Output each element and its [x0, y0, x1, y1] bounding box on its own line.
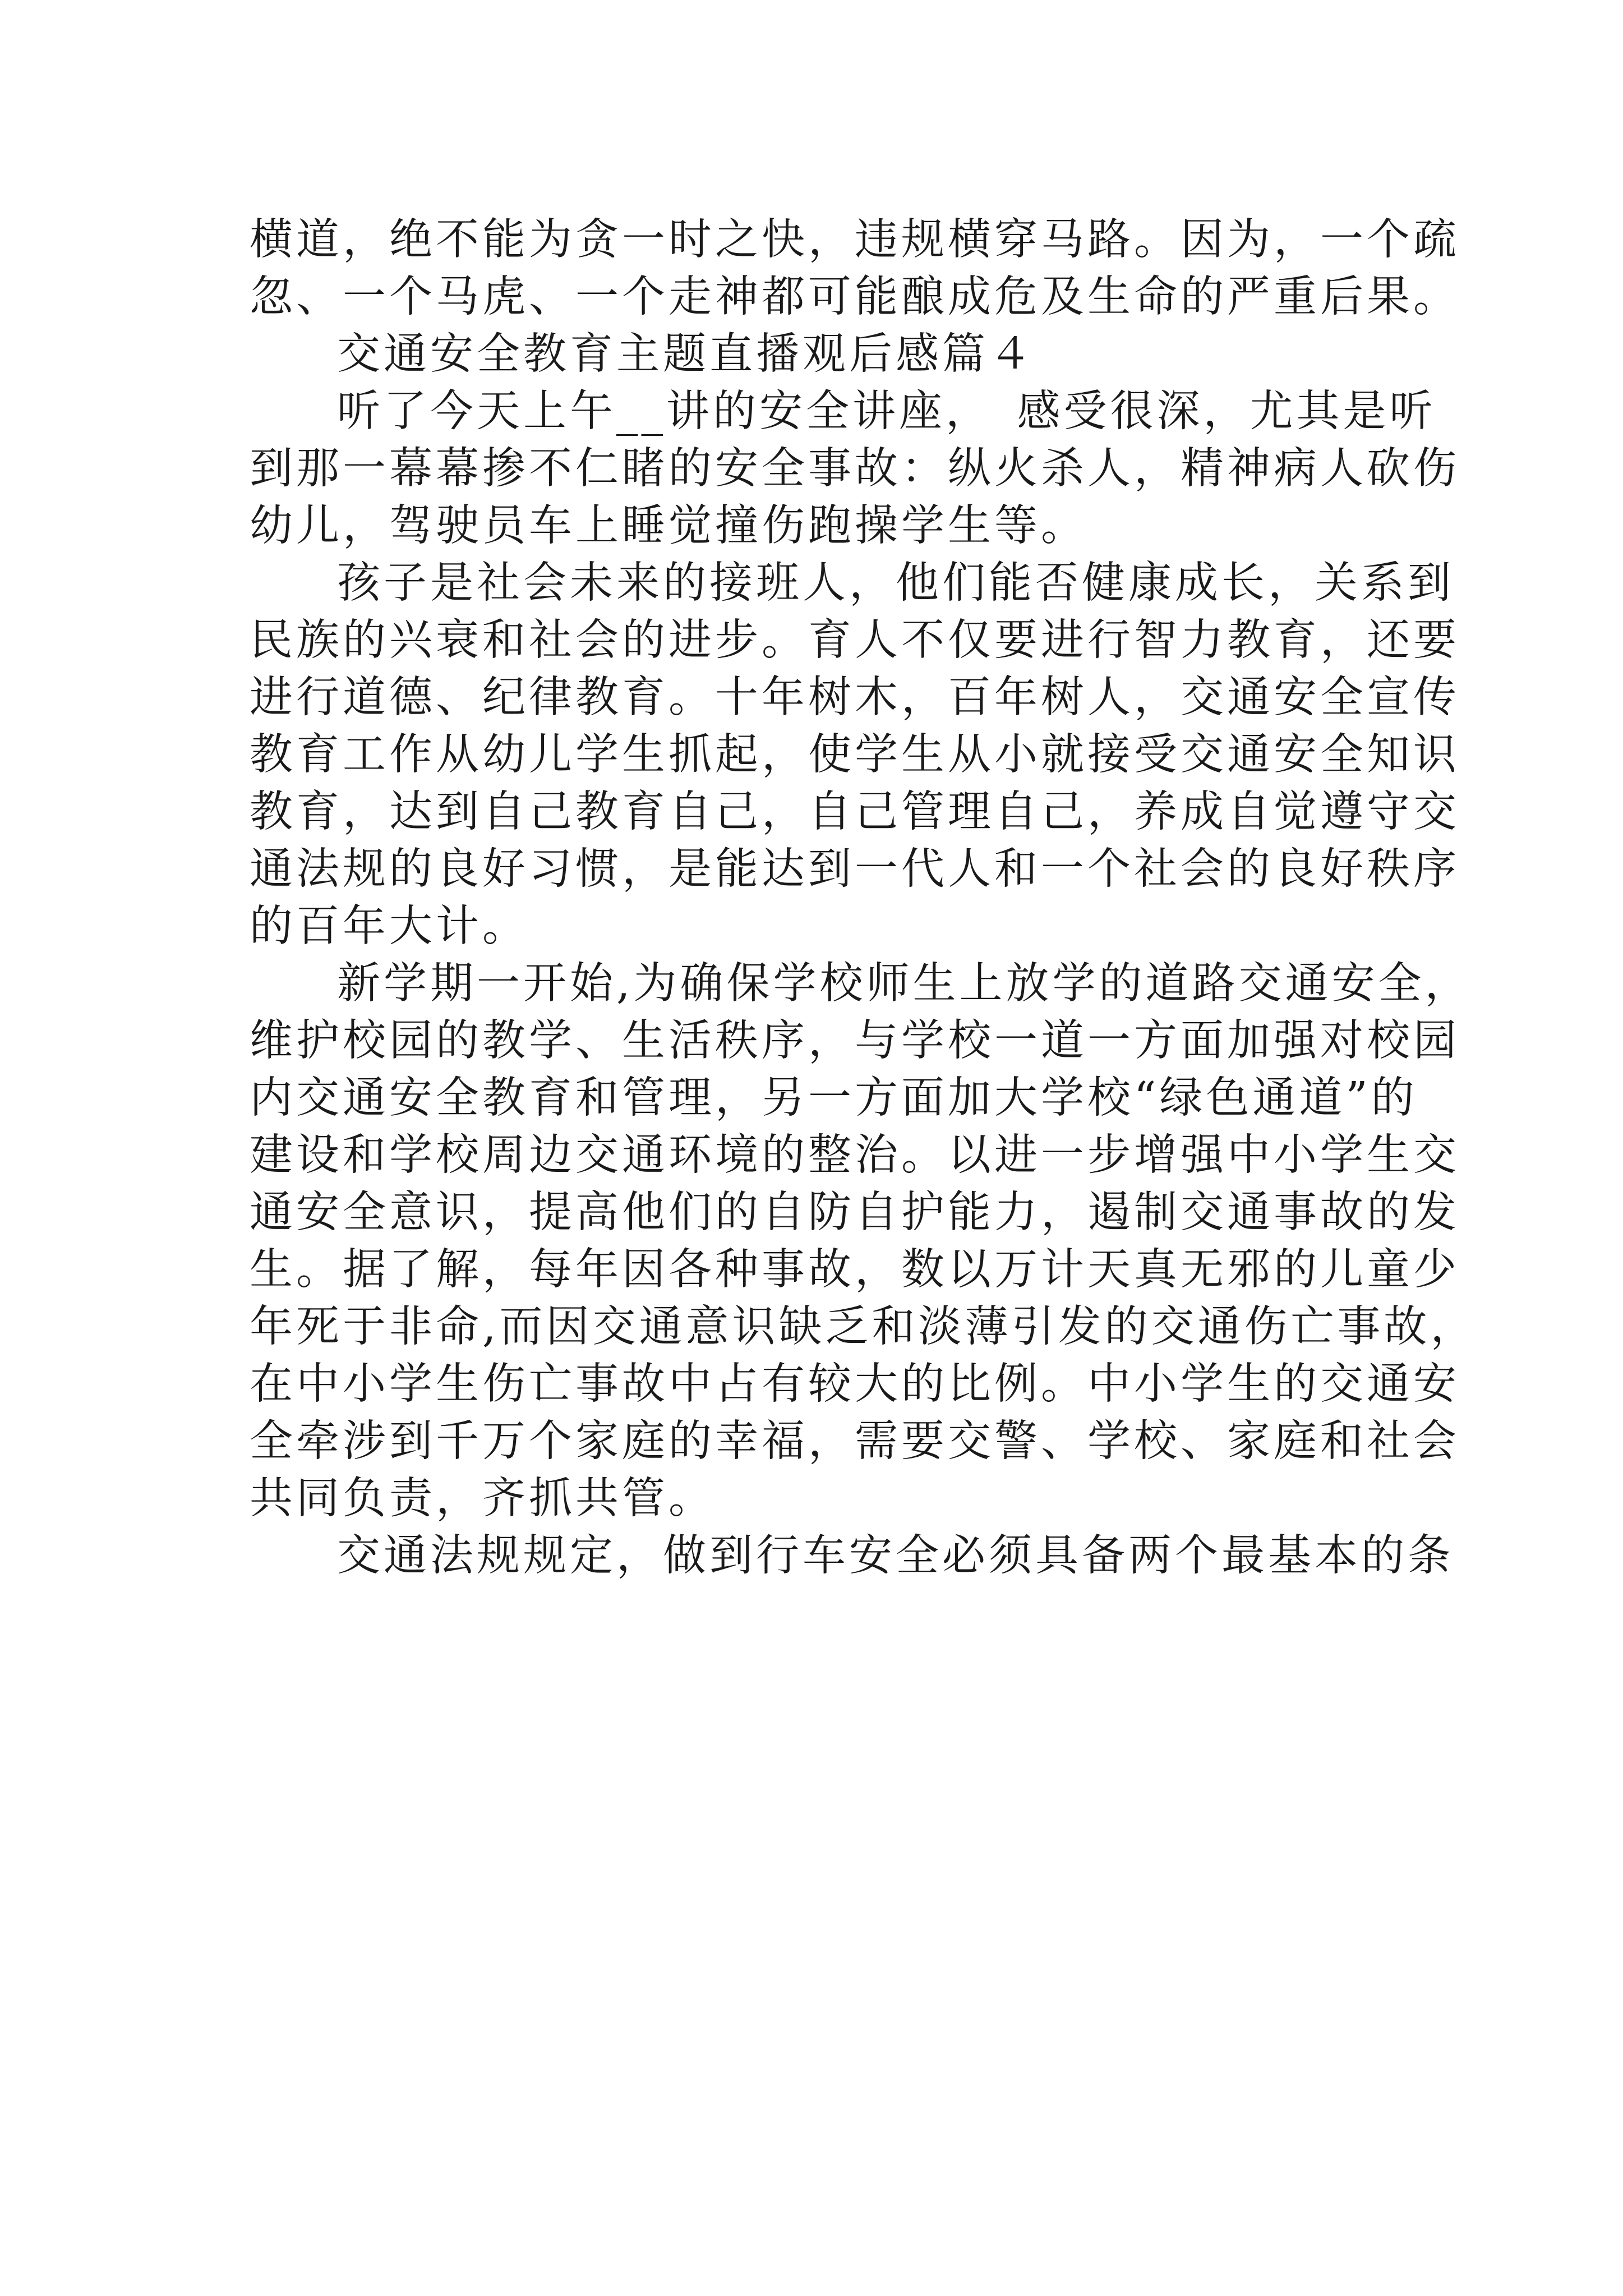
text-line: 通法规的良好习惯，是能达到一代人和一个社会的良好秩序 — [250, 844, 1460, 894]
text-line: 进行道德、纪律教育。十年树木，百年树人，交通安全宣传 — [250, 673, 1460, 723]
text-line: 教育工作从幼儿学生抓起，使学生从小就接受交通安全知识 — [250, 730, 1460, 780]
text-line: 新学期一开始,为确保学校师生上放学的道路交通安全， — [337, 959, 1472, 1009]
document-body — [250, 211, 1477, 1585]
text-line: 民族的兴衰和社会的进步。育人不仅要进行智力教育，还要 — [250, 615, 1460, 665]
text-line: 孩子是社会未来的接班人，他们能否健康成长，关系到 — [337, 558, 1454, 608]
text-line: 到那一幕幕掺不仁睹的安全事故：纵火杀人，精神病人砍伤 — [250, 444, 1460, 494]
text-line: 横道，绝不能为贪一时之快，违规横穿马路。因为，一个疏 — [250, 215, 1460, 265]
text-line: 建设和学校周边交通环境的整治。以进一步增强中小学生交 — [250, 1130, 1460, 1180]
text-line: 忽、一个马虎、一个走神都可能酿成危及生命的严重后果。 — [250, 272, 1460, 322]
text-line: 交通法规规定，做到行车安全必须具备两个最基本的条 — [337, 1531, 1454, 1581]
text-line: 在中小学生伤亡事故中占有较大的比例。中小学生的交通安 — [250, 1359, 1460, 1409]
text-line: 生。据了解，每年因各种事故，数以万计天真无邪的儿童少 — [250, 1245, 1460, 1295]
section-heading: 交通安全教育主题直播观后感篇４ — [337, 329, 1035, 379]
text-line: 共同负责，齐抓共管。 — [250, 1474, 715, 1524]
text-line: 幼儿，驾驶员车上睡觉撞伤跑操学生等。 — [250, 501, 1087, 551]
text-line: 维护校园的教学、生活秩序，与学校一道一方面加强对校园 — [250, 1016, 1460, 1066]
text-line: 全牵涉到千万个家庭的幸福，需要交警、学校、家庭和社会 — [250, 1416, 1460, 1466]
text-line: 年死于非命,而因交通意识缺乏和淡薄引发的交通伤亡事故， — [250, 1302, 1477, 1352]
text-line: 内交通安全教育和管理，另一方面加大学校“绿色通道”的 — [250, 1073, 1418, 1123]
text-line: 教育，达到自己教育自己，自己管理自己，养成自觉遵守交 — [250, 787, 1460, 837]
text-line: 的百年大计。 — [250, 901, 529, 951]
text-line: 通安全意识，提高他们的自防自护能力，遏制交通事故的发 — [250, 1188, 1460, 1237]
text-line: 听了今天上午__讲的安全讲座， 感受很深，尤其是听 — [337, 386, 1436, 436]
